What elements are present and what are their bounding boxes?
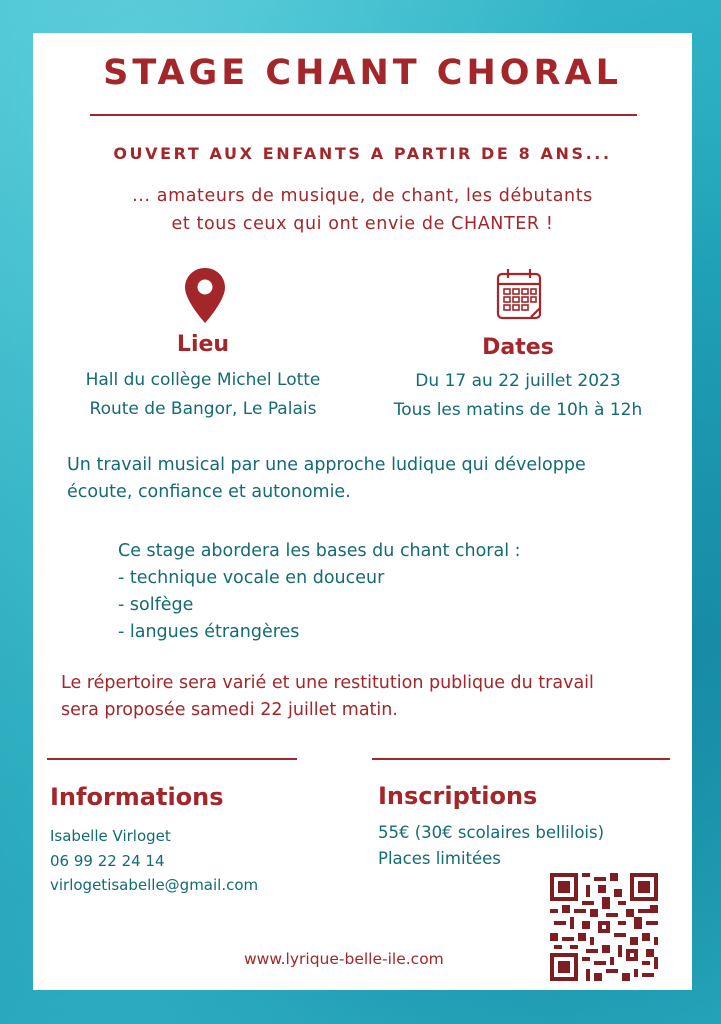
intro-text <box>33 182 692 238</box>
program <box>118 538 678 646</box>
intro-line-1: ... amateurs de musique, de chant, les débutants <box>132 186 593 206</box>
program-item: - solfège <box>118 595 194 615</box>
flyer-card <box>33 33 692 990</box>
repertoire-line-2: sera proposée samedi 22 juillet matin. <box>61 700 398 720</box>
qr-code[interactable] <box>550 873 658 981</box>
informations-divider <box>47 758 297 760</box>
dates-heading: Dates <box>482 335 554 360</box>
contact-email[interactable]: virlogetisabelle@gmail.com <box>50 876 259 894</box>
program-item: - langues étrangères <box>118 622 300 642</box>
contact-name: Isabelle Virloget <box>50 827 171 845</box>
program-item: - technique vocale en douceur <box>118 568 385 588</box>
lieu-address <box>53 366 353 424</box>
inscriptions-heading: Inscriptions <box>378 782 538 810</box>
description-line-2: écoute, confiance et autonomie. <box>67 482 351 502</box>
page-title: STAGE CHANT CHORAL <box>103 53 622 93</box>
inscriptions-divider <box>372 758 670 760</box>
dates-line-1: Du 17 au 22 juillet 2023 <box>415 371 621 391</box>
intro-line-2: et tous ceux qui ont envie de CHANTER ! <box>171 214 554 234</box>
places-note: Places limitées <box>378 849 501 868</box>
informations-heading: Informations <box>50 783 224 811</box>
program-intro: Ce stage abordera les bases du chant choral : <box>118 541 521 561</box>
repertoire <box>61 670 691 724</box>
lieu-line-2: Route de Bangor, Le Palais <box>89 399 317 419</box>
lieu-heading: Lieu <box>176 332 230 357</box>
price: 55€ (30€ scolaires bellilois) <box>378 823 605 842</box>
inscriptions-details <box>378 820 688 872</box>
contact-phone[interactable]: 06 99 22 24 14 <box>50 851 165 870</box>
repertoire-line-1: Le répertoire sera varié et une restitution publique du travail <box>61 673 594 693</box>
description <box>67 452 687 506</box>
informations-details <box>50 824 350 898</box>
lieu-line-1: Hall du collège Michel Lotte <box>85 370 321 390</box>
location-pin-icon <box>185 268 225 323</box>
title-divider <box>90 114 637 116</box>
website-link[interactable]: www.lyrique-belle-ile.com <box>244 950 444 968</box>
description-line-1: Un travail musical par une approche ludique qui développe <box>67 455 586 475</box>
dates-text <box>368 367 668 425</box>
subtitle: OUVERT AUX ENFANTS A PARTIR DE 8 ANS... <box>113 144 612 163</box>
dates-line-2: Tous les matins de 10h à 12h <box>393 400 643 420</box>
calendar-icon <box>495 267 543 321</box>
